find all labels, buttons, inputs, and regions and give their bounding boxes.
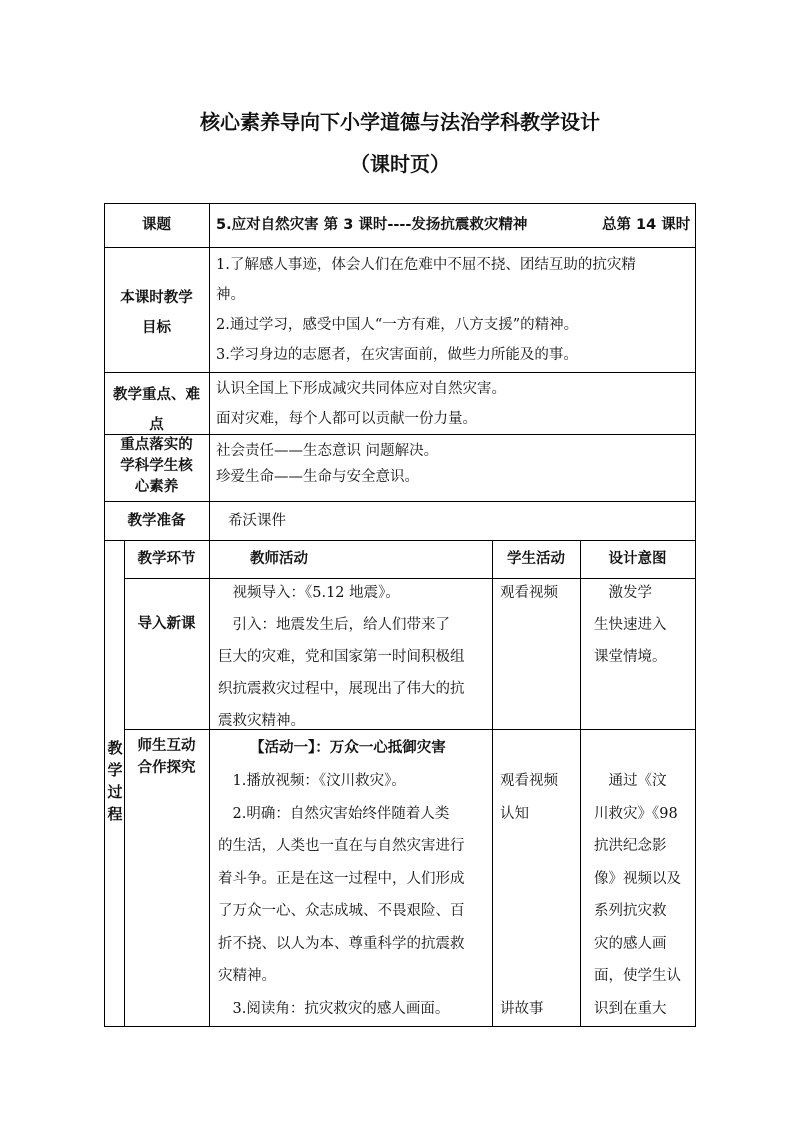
- goals-label: 本课时教学 目标: [120, 290, 193, 336]
- topic-label: 课题: [142, 217, 171, 233]
- topic-text: 5.应对自然灾害 第 3 课时----发扬抗震救灾精神: [216, 217, 528, 233]
- key-points: [216, 374, 690, 434]
- text-line: 面，使学生认: [594, 968, 681, 984]
- student-activity-storytelling: 讲故事: [500, 1001, 544, 1017]
- header-stage: 教学环节: [137, 551, 196, 567]
- text-line: 的生活，人类也一直在与自然灾害进行: [218, 838, 465, 854]
- text-line: 抗洪纪念影: [594, 838, 667, 854]
- key-points-label: 教学重点、难 点: [113, 387, 200, 433]
- teacher-activity-intro: [218, 577, 490, 737]
- table-rule: [104, 501, 696, 502]
- text-line: 震救灾精神。: [218, 713, 305, 729]
- stage-intro: 导入新课: [137, 616, 196, 632]
- table-rule: [104, 540, 696, 541]
- text-line: 2.明确：自然灾害始终伴随着人类: [218, 805, 450, 822]
- prep-label: 教学准备: [127, 513, 186, 529]
- table-border-right: [695, 203, 696, 1027]
- text-line: 视频导入：《5.12 地震》。: [218, 585, 400, 601]
- text-line: 着斗争。正是在这一过程中，人们形成: [218, 870, 465, 887]
- text-line: 引入：地震发生后，给人们带来了: [218, 617, 450, 633]
- activity-heading: 【活动一】：万众一心抵御灾害: [250, 740, 446, 756]
- key-point: 认识全国上下形成减灾共同体应对自然灾害。: [216, 381, 506, 397]
- design-intent-intro: [594, 577, 694, 673]
- text-line: 生快速进入: [594, 617, 667, 633]
- stage-interaction: 师生互动 合作探究: [137, 738, 196, 776]
- text-line: 折不挠、以人为本、尊重科学的抗震救: [218, 935, 465, 952]
- text-line: 灾精神。: [218, 968, 276, 984]
- goal-line: 神。: [216, 287, 245, 303]
- text-line: 激发学: [594, 585, 652, 601]
- text-line: 系列抗灾救: [594, 903, 667, 919]
- table-rule: [104, 372, 696, 373]
- core-literacy-label: 重点落实的 学科学生核 心素养: [120, 437, 193, 495]
- text-line: 课堂情境。: [594, 649, 667, 665]
- text-line: 识到在重大: [594, 1000, 667, 1017]
- text-line: 川救灾》《98: [594, 805, 678, 822]
- student-activity-intro: 观看视频: [500, 585, 558, 601]
- teacher-activity-interaction: [218, 765, 490, 1025]
- table-rule: [580, 540, 581, 1027]
- prep-text: 希沃课件: [228, 513, 286, 529]
- goal-line: 3.学习身边的志愿者，在灾害面前，做些力所能及的事。: [216, 347, 578, 363]
- text-line: 织抗震救灾过程中，展现出了伟大的抗: [218, 681, 465, 697]
- goal-line: 2.通过学习，感受中国人“一方有难，八方支援”的精神。: [216, 317, 579, 333]
- key-point: 面对灾难，每个人都可以贡献一份力量。: [216, 411, 477, 427]
- text-line: 通过《汶: [594, 773, 667, 789]
- header-teacher: 教师活动: [250, 551, 308, 567]
- table-border-bottom: [104, 1026, 696, 1027]
- design-intent-interaction: [594, 765, 690, 1025]
- table-rule: [209, 203, 210, 540]
- core-point: 社会责任——生态意识 问题解决。: [216, 443, 439, 459]
- goal-line: 1.了解感人事迹，体会人们在危难中不屈不挠、团结互助的抗灾精: [216, 257, 636, 273]
- goals-list: [216, 250, 690, 370]
- table-rule: [209, 540, 210, 1027]
- core-point: 珍爱生命——生命与安全意识。: [216, 469, 419, 485]
- core-literacy-points: [216, 438, 690, 490]
- table-border-top: [104, 203, 696, 204]
- header-intent: 设计意图: [608, 551, 667, 567]
- header-student: 学生活动: [507, 551, 565, 567]
- student-activity-watch: 观看视频: [500, 773, 558, 789]
- student-activity-recognize: 认知: [500, 806, 529, 822]
- table-rule: [104, 247, 696, 248]
- document-title: 核心素养导向下小学道德与法治学科教学设计: [200, 110, 600, 134]
- text-line: 了万众一心、众志成城、不畏艰险、百: [218, 903, 465, 919]
- text-line: 像》视频以及: [594, 870, 681, 887]
- lesson-plan-table: [104, 203, 696, 1027]
- text-line: 1.播放视频：《汶川救灾》。: [218, 773, 406, 789]
- text-line: 灾的感人画: [594, 935, 667, 952]
- document-subtitle: （课时页）: [350, 152, 450, 176]
- table-rule: [492, 540, 493, 1027]
- process-label: 教 学 过 程: [107, 739, 123, 823]
- text-line: 3.阅读角：抗灾救灾的感人画面。: [218, 1000, 450, 1017]
- total-lessons: 总第 14 课时: [602, 217, 691, 233]
- text-line: 巨大的灾难，党和国家第一时间积极组: [218, 649, 465, 665]
